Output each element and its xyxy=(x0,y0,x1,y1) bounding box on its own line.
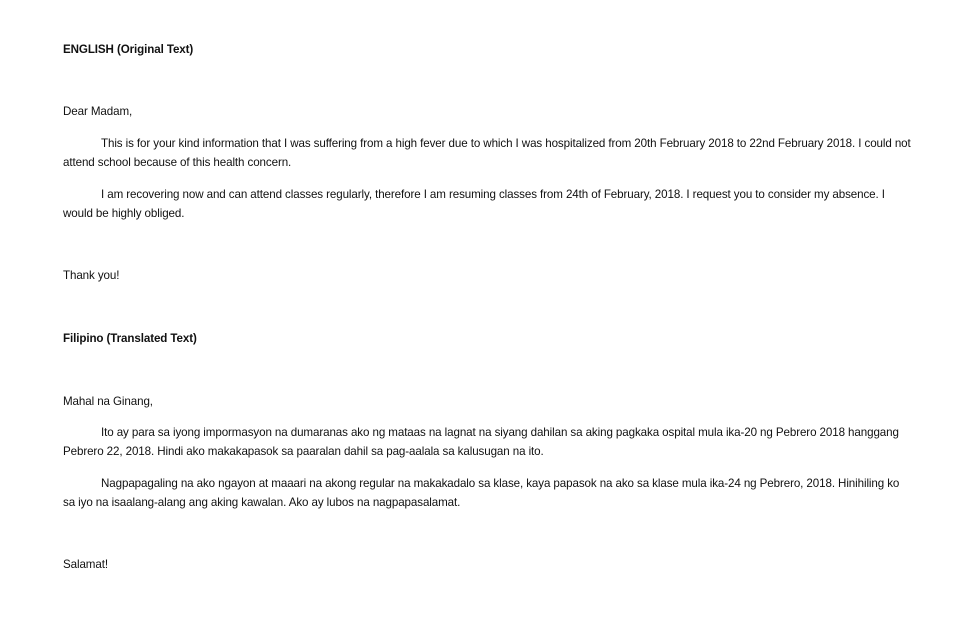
english-paragraph-2: I am recovering now and can attend classes regularly, therefore I am resuming classes from 24th of February, 2018. I request you to consider my absence. I would be highly obliged. xyxy=(63,188,885,220)
filipino-paragraph-2: Nagpapagaling na ako ngayon at maaari na akong regular na makakadalo sa klase, kaya papasok na ako sa klase mula ika-24 ng Pebrero, 2018. Hinihiling ko sa iyo na isaalang-alang ang aking kawalan. Ako ay lubos na nagpapasalamat. xyxy=(63,477,900,509)
filipino-closing: Salamat! xyxy=(63,558,108,571)
english-heading: ENGLISH (Original Text) xyxy=(63,43,194,56)
filipino-salutation: Mahal na Ginang, xyxy=(63,395,153,408)
filipino-heading: Filipino (Translated Text) xyxy=(63,332,197,345)
english-salutation: Dear Madam, xyxy=(63,105,133,118)
english-closing: Thank you! xyxy=(63,269,120,282)
english-paragraph-1: This is for your kind information that I was suffering from a high fever due to which I was hospitalized from 20th February 2018 to 22nd February 2018. I could not attend school because of this health concern. xyxy=(63,137,911,169)
filipino-paragraph-1: Ito ay para sa iyong impormasyon na dumaranas ako ng mataas na lagnat na siyang dahilan sa aking pagkaka ospital mula ika-20 ng Pebrero 2018 hanggang Pebrero 22, 2018. Hindi ako makakapasok sa paaralan dahil sa pag-aalala sa kalusugan na ito. xyxy=(63,426,899,458)
